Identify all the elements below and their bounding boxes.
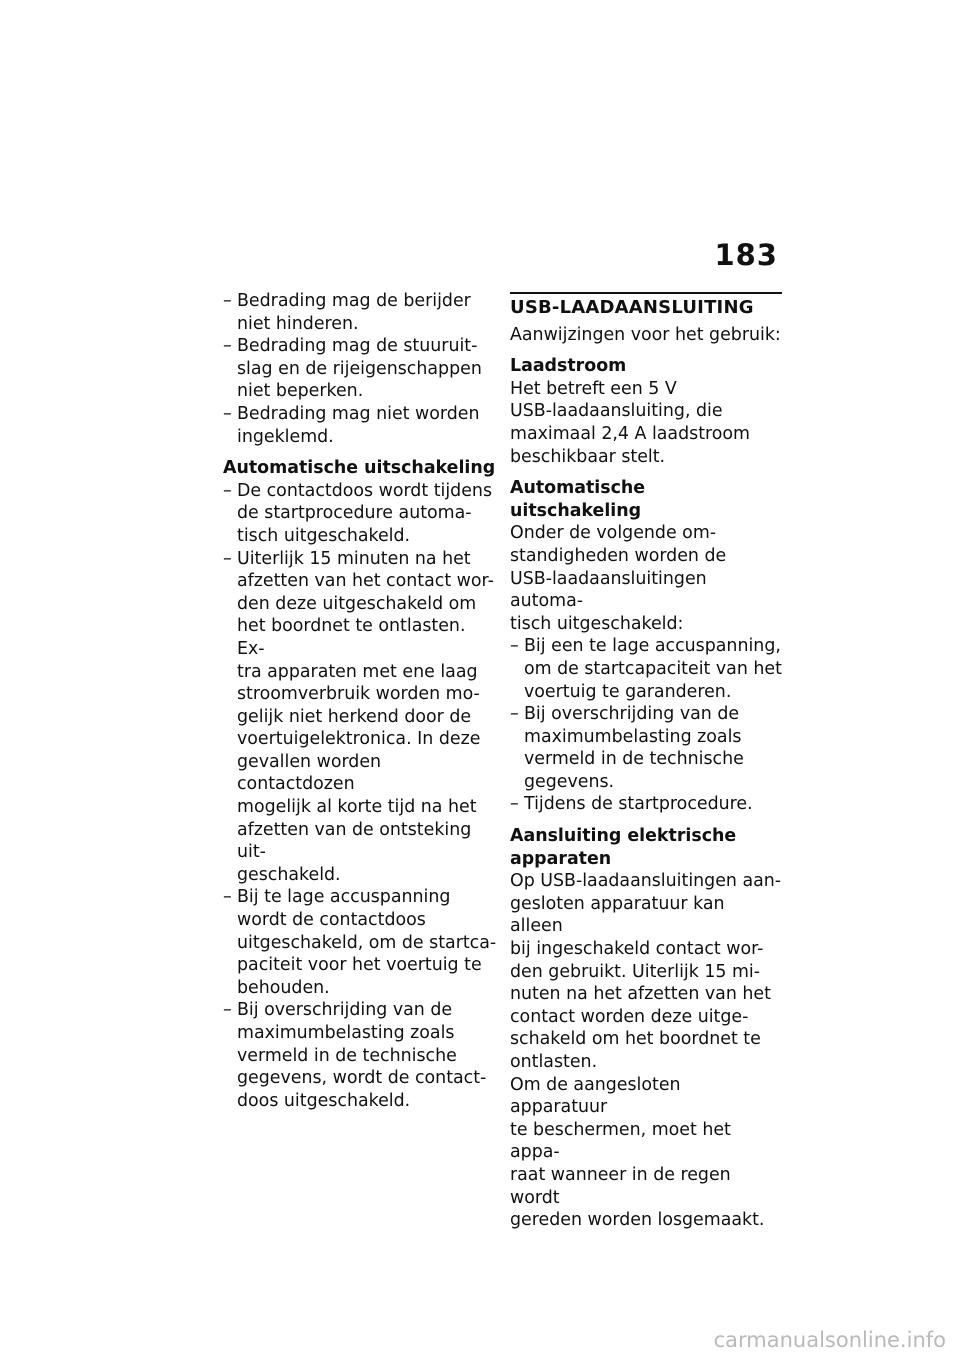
right-column [510,290,782,1232]
list-item [223,480,498,548]
list-item-text: Bij een te lage accuspanning, om de startcapaciteit van het voertuig te garanderen. [524,636,782,702]
laadstroom-text: Het betreft een 5 V USB-laadaansluiting, die maximaal 2,4 A laadstroom beschikbaar stelt. [510,378,750,467]
list-item [223,335,498,403]
list-dash: – [223,480,232,501]
section-title: USB-LAADAANSLUITING [510,292,782,320]
list-item-text: De contactdoos wordt tijdens de startprocedure automa- tisch uitgeschakeld. [237,480,493,546]
list-dash: – [223,548,232,569]
heading-auto-uitschakeling: Automatische uitschakeling [223,458,496,479]
list-item [223,403,498,448]
list-item-text: Bij overschrijding van de maximumbelasting zoals vermeld in de technische gegevens. [524,704,744,792]
list-item-text: Bedrading mag niet worden ingeklemd. [237,403,480,447]
usage-intro: Aanwijzingen voor het gebruik: [510,324,781,345]
list-item [223,999,498,1112]
heading-auto-uitschakeling: Automatische uitschakeling [510,478,646,521]
list-item [510,635,782,703]
list-item [510,703,782,793]
left-column [223,290,498,1112]
list-dash: – [510,794,519,815]
heading-aansluiting: Aansluiting elektrische apparaten [510,826,737,869]
list-dash: – [223,403,232,424]
list-item-text: Bedrading mag de stuuruit- slag en de rijeigenschappen niet beperken. [237,336,482,402]
list-dash: – [223,1000,232,1021]
list-item [223,290,498,335]
list-dash: – [223,336,232,357]
list-item-text: Tijdens de startprocedure. [524,794,753,815]
list-dash: – [223,291,232,311]
auto-text: Onder de volgende om- standigheden worden de USB-laadaansluitingen automa- tisch uitgeschakeld: [510,523,727,634]
watermark-text: carmanualsonline.info [713,1328,946,1352]
connect-text-2: Om de aangesloten apparatuur te beschermen, moet het appa- raat wanneer in de regen wordt gereden worden losgemaakt. [510,1074,765,1231]
list-item [510,793,782,816]
heading-laadstroom: Laadstroom [510,356,627,377]
list-item-text: Bij overschrijding van de maximumbelasting zoals vermeld in de technische gegevens, wordt de contact- doos uitgeschakeld. [237,1000,487,1111]
connect-text-1: Op USB-laadaansluitingen aan- gesloten apparatuur kan alleen bij ingeschakeld contact wor- den gebruikt. Uiterlijk 15 mi- nuten na het afzetten van het contact worden deze uitge- schakeld om het boordnet te ontlasten. [510,871,782,1072]
list-dash: – [223,887,232,908]
list-item-text: Bedrading mag de berijder niet hinderen. [237,291,471,334]
list-item-text: Bij te lage accuspanning wordt de contactdoos uitgeschakeld, om de startca- paciteit voor het voertuig te behouden. [237,887,497,998]
list-item-text: Uiterlijk 15 minuten na het afzetten van het contact wor- den deze uitgeschakeld om het boordnet te ontlasten. Ex- tra apparaten met ene laag stroomverbruik worden mo- gelijk niet herkend door de voertuigelektronica. In deze gevallen worden contactdozen mogelijk al korte tijd na het afzetten van de ontsteking uit- geschakeld. [237,548,494,885]
list-item [223,886,498,999]
page-number: 183 [714,238,778,272]
list-dash: – [510,704,519,725]
list-item [223,548,498,887]
list-dash: – [510,636,519,657]
